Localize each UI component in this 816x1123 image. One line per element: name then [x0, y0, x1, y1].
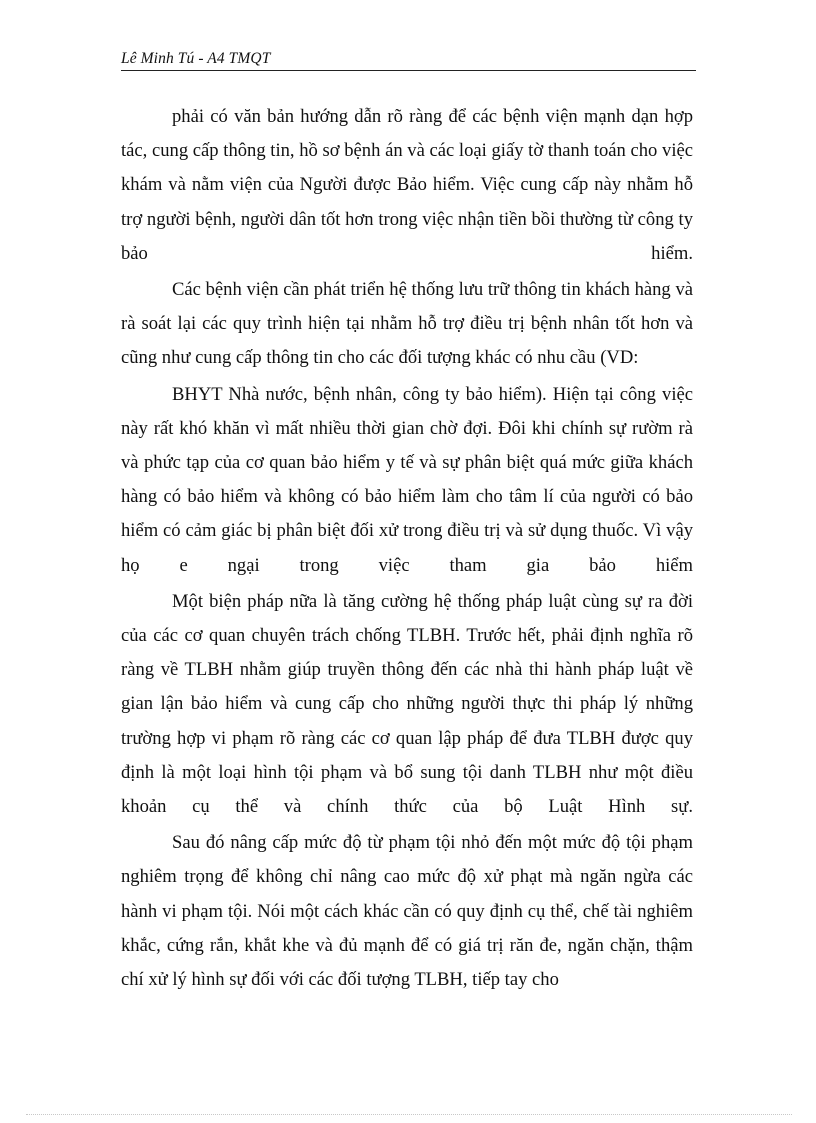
- paragraph-public-insurance: BHYT Nhà nước, bệnh nhân, công ty bảo hiểm). Hiện tại công việc này rất khó khăn vì mất nhiều thời gian chờ đợi. Đôi khi chính sự rườm rà và phức tạp của cơ quan bảo hiểm y tế và sự phân biệt quá mức giữa khách hàng có bảo hiểm và không có bảo hiểm làm cho tâm lí của người có bảo hiểm có cảm giác bị phân biệt đối xử trong điều trị và sử dụng thuốc. Vì vậy họ e ngại trong việc tham gia bảo hiểm: [121, 383, 693, 576]
- paragraph-hospital-records: Các bệnh viện cần phát triển hệ thống lưu trữ thông tin khách hàng và rà soát lại các quy trình hiện tại nhằm hỗ trợ điều trị bệnh nhân tốt hơn và cũng như cung cấp thông tin cho các đối tượng khác có nhu cầu (VD:: [121, 279, 693, 369]
- paragraph-legal-system: Một biện pháp nữa là tăng cường hệ thống pháp luật cùng sự ra đời của các cơ quan chuyên trách chống TLBH. Trước hết, phải định nghĩa rõ ràng về TLBH nhằm giúp truyền thông đến các nhà thi hành pháp luật về gian lận bảo hiểm và cung cấp cho những người thực thi pháp lý những trường hợp vi phạm rõ ràng các cơ quan lập pháp để đưa TLBH được quy định là một loại hình tội phạm và bổ sung tội danh TLBH như một điều khoản cụ thể và chính thức của bộ Luật Hình sự.: [121, 590, 693, 818]
- document-body: [121, 100, 693, 997]
- header-title: Lê Minh Tú - A4 TMQT: [121, 50, 271, 67]
- page-header: [121, 48, 696, 71]
- paragraph-hospital-guidance: phải có văn bản hướng dẫn rõ ràng để các bệnh viện mạnh dạn hợp tác, cung cấp thông tin, hồ sơ bệnh án và các loại giấy tờ thanh toán cho việc khám và nằm viện của Người được Bảo hiểm. Việc cung cấp này nhằm hỗ trợ người bệnh, người dân tốt hơn trong việc nhận tiền bồi thường từ công ty bảo hiểm.: [121, 106, 693, 264]
- paragraph-penalties: Sau đó nâng cấp mức độ từ phạm tội nhỏ đến một mức độ tội phạm nghiêm trọng để không chỉ nâng cao mức độ xử phạt mà ngăn ngừa các hành vi phạm tội. Nói một cách khác cần có quy định cụ thể, chế tài nghiêm khắc, cứng rắn, khắt khe và đủ mạnh để có giá trị răn đe, ngăn chặn, thậm chí xử lý hình sự đối với các đối tượng TLBH, tiếp tay cho: [121, 832, 693, 991]
- page-bottom-border: [26, 1114, 792, 1115]
